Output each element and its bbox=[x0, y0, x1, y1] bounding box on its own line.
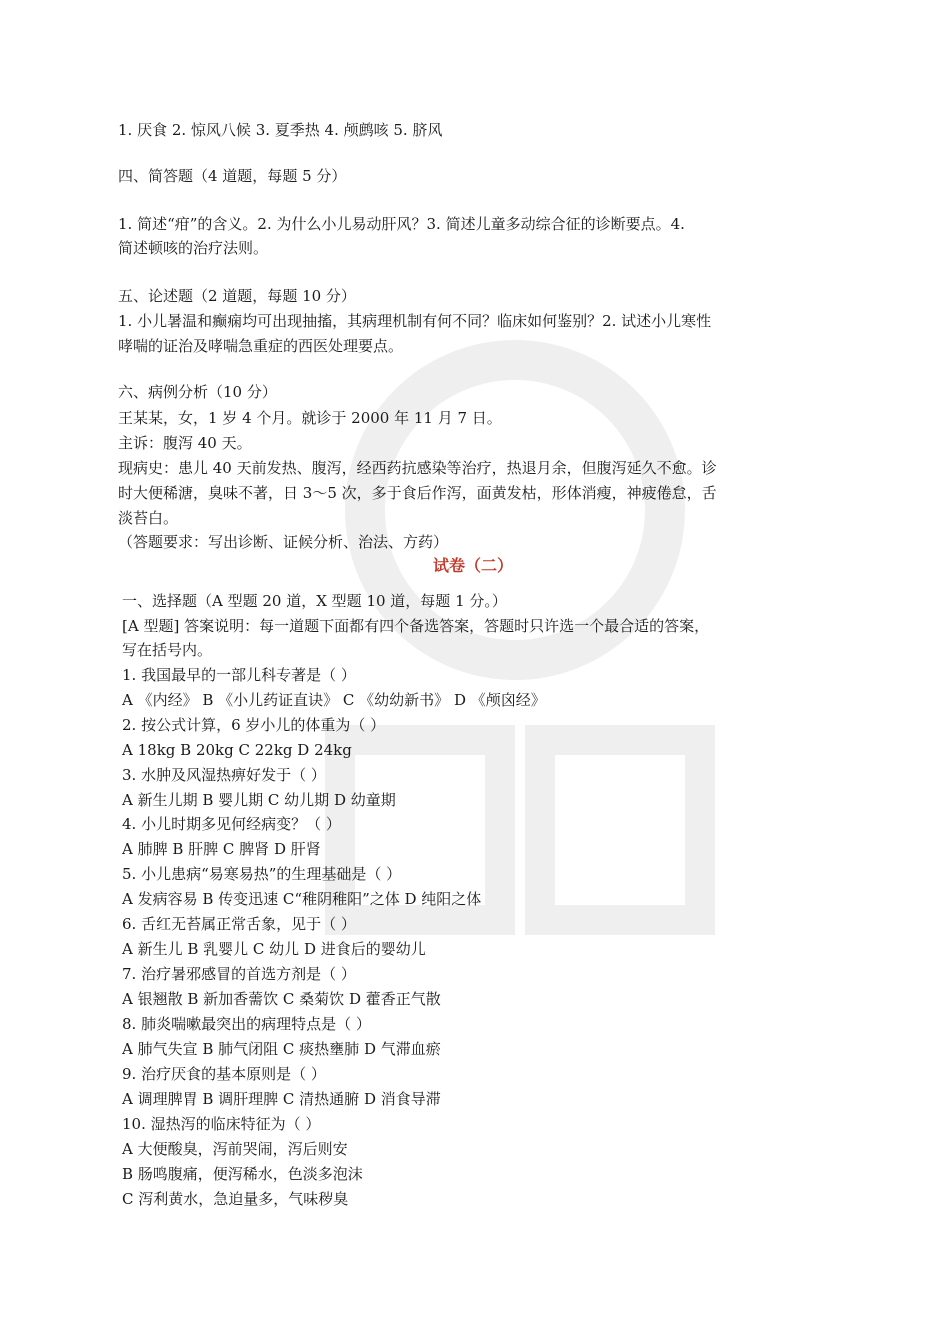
question-line: 8. 肺炎喘嗽最突出的病理特点是（ ） bbox=[122, 1015, 371, 1033]
options-line: A 调理脾胃 B 调肝理脾 C 清热通腑 D 消食导滞 bbox=[122, 1090, 441, 1108]
question-line: 4. 小儿时期多见何经病变？（ ） bbox=[122, 815, 341, 833]
section-heading: 五、论述题（2 道题，每题 10 分） bbox=[118, 287, 356, 305]
options-line: A 18kg B 20kg C 22kg D 24kg bbox=[122, 741, 352, 759]
question-line: 9. 治疗厌食的基本原则是（ ） bbox=[122, 1065, 326, 1083]
options-line: C 泻利黄水，急迫量多，气味秽臭 bbox=[122, 1190, 349, 1208]
question-line: 6. 舌红无苔属正常舌象，见于（ ） bbox=[122, 915, 356, 933]
options-line: A 大便酸臭，泻前哭闹，泻后则安 bbox=[122, 1140, 348, 1158]
text-line: 主诉：腹泻 40 天。 bbox=[118, 434, 252, 452]
options-line: A 肺脾 B 肝脾 C 脾肾 D 肝肾 bbox=[122, 840, 321, 858]
question-line: 10. 湿热泻的临床特征为（ ） bbox=[122, 1115, 321, 1133]
options-line: A 发病容易 B 传变迅速 C“稚阴稚阳”之体 D 纯阳之体 bbox=[122, 890, 482, 908]
question-line: 5. 小儿患病“易寒易热”的生理基础是（ ） bbox=[122, 865, 402, 883]
text-line: 写在括号内。 bbox=[122, 641, 213, 659]
options-line: A 肺气失宣 B 肺气闭阻 C 痰热壅肺 D 气滞血瘀 bbox=[122, 1040, 441, 1058]
question-line: 3. 水肿及风湿热痹好发于（ ） bbox=[122, 766, 326, 784]
text-line: 简述顿咳的治疗法则。 bbox=[118, 239, 269, 257]
text-line: （答题要求：写出诊断、证候分析、治法、方药） bbox=[118, 533, 449, 551]
text-line: 1. 厌食 2. 惊风八候 3. 夏季热 4. 颅鹧咳 5. 脐风 bbox=[118, 121, 443, 139]
options-line: A 新生儿 B 乳婴儿 C 幼儿 D 进食后的婴幼儿 bbox=[122, 940, 426, 958]
text-line: [A 型题] 答案说明：每一道题下面都有四个备选答案，答题时只许选一个最合适的答案， bbox=[122, 617, 710, 635]
question-line: 2. 按公式计算，6 岁小儿的体重为（ ） bbox=[122, 716, 386, 734]
options-line: A 新生儿期 B 婴儿期 C 幼儿期 D 幼童期 bbox=[122, 791, 396, 809]
section-heading: 一、选择题（A 型题 20 道，X 型题 10 道，每题 1 分。） bbox=[122, 592, 507, 610]
text-line: 时大便稀溏，臭味不著，日 3～5 次，多于食后作泻，面黄发枯，形体消瘦，神疲倦怠，舌 bbox=[118, 484, 717, 502]
exam-title: 试卷（二） bbox=[432, 556, 513, 575]
section-heading: 六、病例分析（10 分） bbox=[118, 383, 277, 401]
text-line: 王某某，女，1 岁 4 个月。就诊于 2000 年 11 月 7 日。 bbox=[118, 409, 502, 427]
options-line: A 银翘散 B 新加香薷饮 C 桑菊饮 D 藿香正气散 bbox=[122, 990, 441, 1008]
options-line: A 《内经》 B 《小儿药证直诀》 C 《幼幼新书》 D 《颅囟经》 bbox=[122, 691, 546, 709]
text-line: 1. 小儿暑温和癫痫均可出现抽搐，其病理机制有何不同？临床如何鉴别？2. 试述小儿寒性 bbox=[118, 312, 712, 330]
text-line: 1. 简述“疳”的含义。2. 为什么小儿易动肝风？3. 简述儿童多动综合征的诊断要点。4. bbox=[118, 215, 685, 233]
options-line: B 肠鸣腹痛，便泻稀水，色淡多泡沫 bbox=[122, 1165, 363, 1183]
text-line: 现病史：患儿 40 天前发热、腹泻，经西药抗感染等治疗，热退月余，但腹泻延久不愈。诊 bbox=[118, 459, 717, 477]
text-line: 淡苔白。 bbox=[118, 509, 179, 527]
question-line: 1. 我国最早的一部儿科专著是（ ） bbox=[122, 666, 356, 684]
question-line: 7. 治疗暑邪感冒的首选方剂是（ ） bbox=[122, 965, 356, 983]
section-heading: 四、简答题（4 道题，每题 5 分） bbox=[118, 167, 347, 185]
text-line: 哮喘的证治及哮喘急重症的西医处理要点。 bbox=[118, 337, 404, 355]
